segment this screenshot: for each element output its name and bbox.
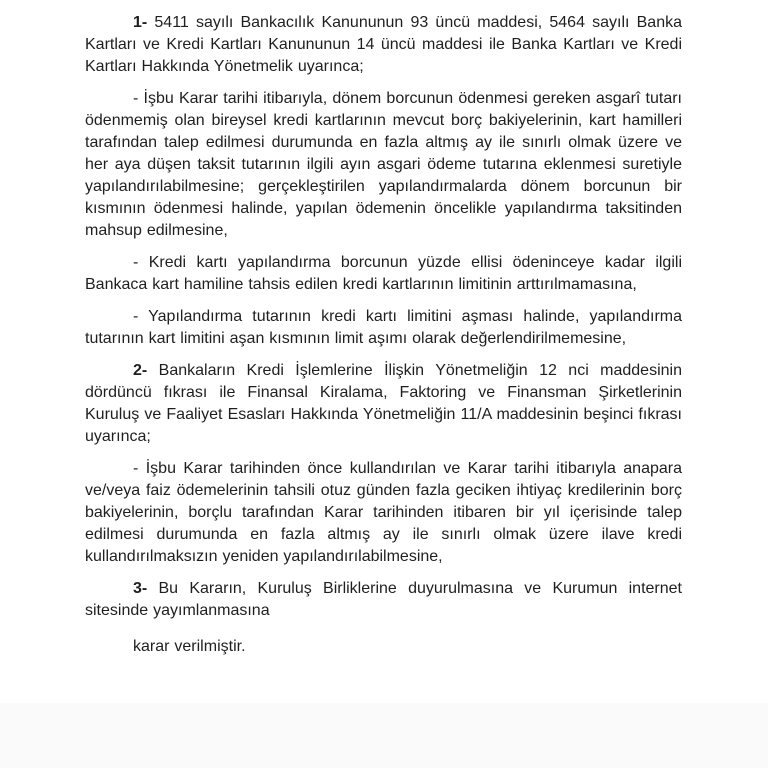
paragraph-text: İşbu Karar tarihi itibarıyla, dönem borcunun ödenmesi gereken asgarî tutarı ödenmemiş olan bireysel kredi kartlarının mevcut borç bakiyelerinin, kart hamilleri tarafından talep edilmesi durumunda en fazla altmış ay ile sınırlı olmak üzere ve her aya düşen taksit tutarının ilgili ayın asgari ödeme tutarına eklenmesi suretiyle yapılandırılabilmesine; gerçekleştirilen yapılandırmalarda dönem borcunun bir kısmının ödenmesi halinde, yapılan ödemenin öncelikle yapılandırma taksitinden mahsup edilmesine, bbox=[85, 90, 682, 239]
paragraph-text: 5411 sayılı Bankacılık Kanununun 93 üncü maddesi, 5464 sayılı Banka Kartları ve Kredi Kartları Kanununun 14 üncü maddesi ile Banka Kartları ve Kredi Kartları Hakkında Yönetmelik uyarınca; bbox=[85, 14, 682, 75]
paragraph-bullet bbox=[85, 306, 682, 350]
scan-shade-band bbox=[0, 703, 768, 768]
closing-text: karar verilmiştir. bbox=[133, 638, 246, 655]
paragraph-text: Bu Kararın, Kuruluş Birliklerine duyurulmasına ve Kurumun internet sitesinde yayımlanmasına bbox=[85, 580, 682, 619]
paragraph-number: 1- bbox=[133, 14, 148, 31]
paragraph-bullet bbox=[85, 458, 682, 568]
paragraph-dash: - bbox=[133, 90, 139, 107]
paragraph-dash: - bbox=[133, 460, 139, 477]
paragraph-item-3 bbox=[85, 578, 682, 622]
closing-line bbox=[85, 636, 682, 658]
paragraph-bullet bbox=[85, 252, 682, 296]
paragraph-text: İşbu Karar tarihinden önce kullandırılan ve Karar tarihi itibarıyla anapara ve/veya faiz ödemelerinin tahsili otuz günden fazla geciken ihtiyaç kredilerinin borç bakiyelerinin, borçlu tarafından Karar tarihinden itibaren bir yıl içerisinde talep edilmesi durumunda en fazla altmış ay ile sınırlı olmak üzere ilave kredi kullandırılmaksızın yeniden yapılandırılabilmesine, bbox=[85, 460, 682, 565]
paragraph-text: Yapılandırma tutarının kredi kartı limitini aşması halinde, yapılandırma tutarının kart limitini aşan kısmının limit aşımı olarak değerlendirilmemesine, bbox=[85, 308, 682, 347]
paragraph-item-2 bbox=[85, 360, 682, 448]
paragraph-dash: - bbox=[133, 308, 139, 325]
paragraph-dash: - bbox=[133, 254, 139, 271]
paragraph-bullet bbox=[85, 88, 682, 242]
paragraph-number: 3- bbox=[133, 580, 148, 597]
paragraph-number: 2- bbox=[133, 362, 148, 379]
paragraph-item-1 bbox=[85, 12, 682, 78]
document-body bbox=[85, 12, 682, 668]
paragraph-text: Bankaların Kredi İşlemlerine İlişkin Yönetmeliğin 12 nci maddesinin dördüncü fıkrası ile Finansal Kiralama, Faktoring ve Finansman Şirketlerinin Kuruluş ve Faaliyet Esasları Hakkında Yönetmeliğin 11/A maddesinin beşinci fıkrası uyarınca; bbox=[85, 362, 682, 445]
paragraph-text: Kredi kartı yapılandırma borcunun yüzde ellisi ödeninceye kadar ilgili Bankaca kart hamiline tahsis edilen kredi kartlarının limitinin arttırılmamasına, bbox=[85, 254, 682, 293]
